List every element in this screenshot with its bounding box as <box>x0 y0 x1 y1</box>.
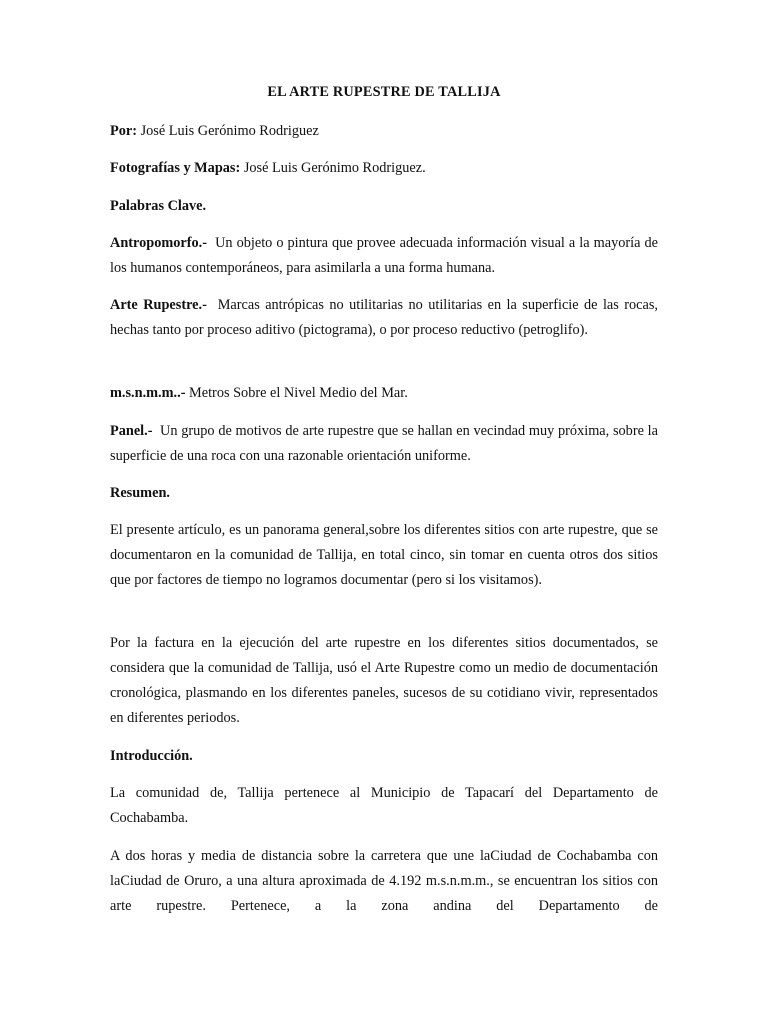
author-line <box>110 119 658 144</box>
definition-panel <box>110 419 658 469</box>
photos-label: Fotografías y Mapas: <box>110 160 241 176</box>
photos-value: José Luis Gerónimo Rodriguez. <box>243 160 426 176</box>
introduccion-paragraph-1: La comunidad de, Tallija pertenece al Municipio de Tapacarí del Departamento de Cochabamba. <box>110 785 658 826</box>
resumen-heading: Resumen. <box>110 485 170 501</box>
term-antropomorfo: Antropomorfo.- <box>110 235 208 251</box>
resumen-paragraph-2: Por la factura en la ejecución del arte rupestre en los diferentes sitios documentados, se considera que la comunidad de Tallija, usó el Arte Rupestre como un medio de documentación cronológica, plasmando en los diferentes paneles, sucesos de su cotidiano vivir, representados en diferentes periodos. <box>110 635 658 726</box>
def-panel: Un grupo de motivos de arte rupestre que se hallan en vecindad muy próxima, sobre la superficie de una roca con una razonable orientación uniforme. <box>110 423 658 464</box>
author-value: José Luis Gerónimo Rodriguez <box>140 123 319 139</box>
definition-arte-rupestre <box>110 293 658 343</box>
term-arte-rupestre: Arte Rupestre.- <box>110 297 207 313</box>
def-msnm: Metros Sobre el Nivel Medio del Mar. <box>189 385 408 401</box>
keywords-heading: Palabras Clave. <box>110 198 207 214</box>
introduccion-heading: Introducción. <box>110 748 193 764</box>
introduccion-paragraph-2: A dos horas y media de distancia sobre la carretera que une laCiudad de Cochabamba con laCiudad de Oruro, a una altura aproximada de 4.192 m.s.n.m.m., se encuentran los sitios con arte rupestre. Pertenece, a la zona andina del Departamento de <box>110 848 658 914</box>
def-arte-rupestre: Marcas antrópicas no utilitarias no utilitarias en la superficie de las rocas, hechas tanto por proceso aditivo (pictograma), o por proceso reductivo (petroglifo). <box>110 297 658 338</box>
definition-msnm <box>110 381 658 406</box>
author-label: Por: <box>110 123 137 139</box>
def-antropomorfo: Un objeto o pintura que provee adecuada información visual a la mayoría de los humanos contemporáneos, para asimilarla a una forma humana. <box>110 235 658 276</box>
document-title: EL ARTE RUPESTRE DE TALLIJA <box>267 84 501 100</box>
term-msnm: m.s.n.m.m..- <box>110 385 186 401</box>
definition-antropomorfo <box>110 231 658 281</box>
term-panel: Panel.- <box>110 423 153 439</box>
photos-line <box>110 156 658 181</box>
resumen-paragraph-1: El presente artículo, es un panorama general,sobre los diferentes sitios con arte rupestre, que se documentaron en la comunidad de Tallija, en total cinco, sin tomar en cuenta otros dos sitios que por factores de tiempo no logramos documentar (pero si los visitamos). <box>110 522 658 588</box>
